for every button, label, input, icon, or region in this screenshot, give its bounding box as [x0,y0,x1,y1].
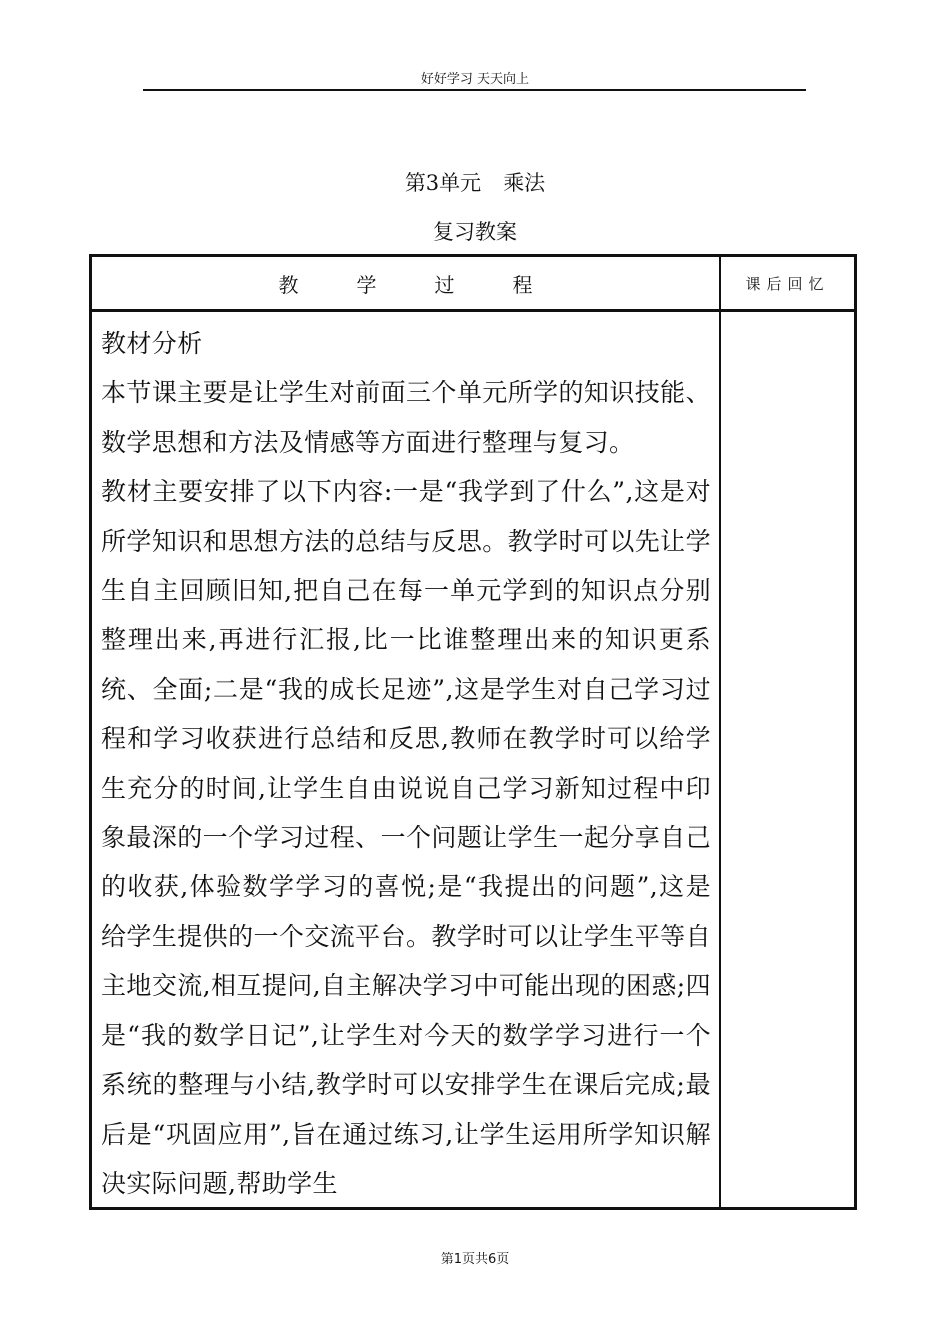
header-row-divider [92,309,854,312]
page-footer: 第1页共6页 [440,1252,510,1267]
column-header-review: 课后回忆 [745,274,830,293]
unit-title [0,167,950,197]
column-divider [719,257,721,1207]
paragraph-2: 教材主要安排了以下内容:一是“我学到了什么”,这是对所学知识和思想方法的总结与反思。教学时可以先让学生自主回顾旧知,把自己在每一单元学到的知识点分别整理出来,再进行汇报,比一比谁整理出来的知识更系统、全面;二是“我的成长足迹”,这是学生对自己学习过程和学习收获进行总结和反思,教师在教学时可以给学生充分的时间,让学生自由说说自己学习新知过程中印象最深的一个学习过程、一个问题让学生一起分享自己的收获,体验数学学习的喜悦;是“我提出的问题”,这是给学生提供的一个交流平台。教学时可以让学生平等自主地交流,相互提问,自主解决学习中可能出现的困惑;四是“我的数学日记”,让学生对今天的数学学习进行一个系统的整理与小结,教学时可以安排学生在课后完成;最后是“巩固应用”,旨在通过练习,让学生运用所学知识解决实际问题,帮助学生 [101,477,711,1198]
lesson-subtitle: 复习教案 [433,220,517,244]
page-header: 好好学习 天天向上 [420,72,530,87]
unit-topic: 乘法 [503,171,546,195]
lesson-table [89,254,857,1210]
header-rule [143,89,806,91]
paragraph-1: 本节课主要是让学生对前面三个单元所学的知识技能、数学思想和方法及情感等方面进行整理与复习。 [101,378,711,457]
section-heading: 教材分析 [101,329,203,358]
lesson-content [101,319,711,1208]
column-header-process: 教学过程 [278,272,591,297]
unit-number: 第3单元 [404,171,482,195]
